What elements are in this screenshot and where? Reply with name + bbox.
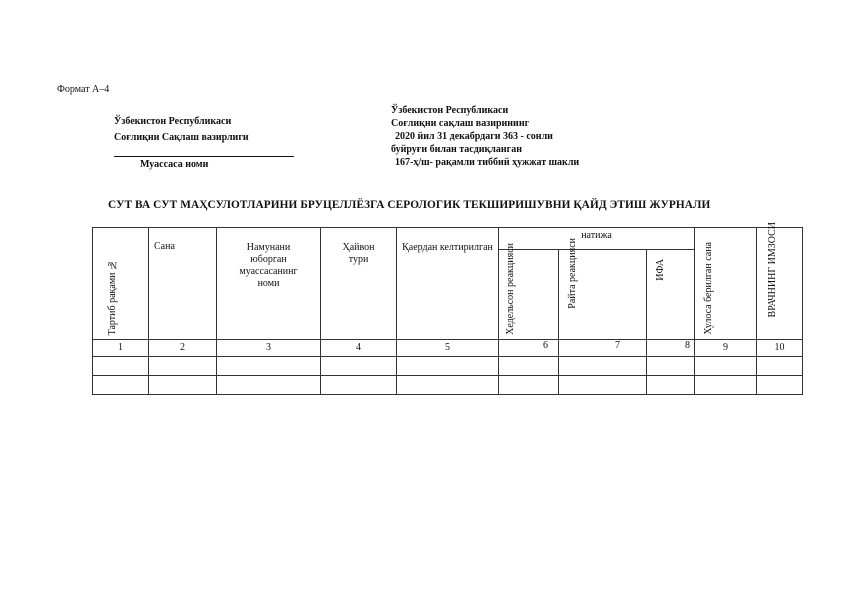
institution-name-line: [114, 146, 294, 157]
header-conclusion-date: [695, 228, 757, 340]
table-cell[interactable]: [647, 357, 695, 376]
journal-title: СУТ ВА СУТ МАҲСУЛОТЛАРИНИ БРУЦЕЛЛЁЗГА СЕРОЛОГИК ТЕКШИРИШУВНИ ҚАЙД ЭТИШ ЖУРНАЛИ: [108, 199, 711, 211]
header-wright-label: Райта реакцияси: [567, 238, 578, 309]
left-header-line2: Соғлиқни Сақлаш вазирлиги: [114, 132, 249, 143]
header-sending-institution: Намунани юборган муассасанинг номи: [217, 228, 321, 340]
left-header-line1: Ўзбекистон Республикаси: [114, 116, 232, 127]
header-elisa-label: ИФА: [655, 259, 666, 281]
table-cell[interactable]: [93, 357, 149, 376]
column-number: 10: [757, 340, 803, 357]
table-cell[interactable]: [217, 357, 321, 376]
format-label: Формат А–4: [57, 84, 110, 95]
header-huddleson-reaction: [499, 243, 559, 340]
header-order-number-label: Тартиб рақами №: [107, 258, 118, 335]
table-cell[interactable]: [93, 376, 149, 395]
table-cell[interactable]: [559, 357, 647, 376]
table-cell[interactable]: [149, 357, 217, 376]
table-cell[interactable]: [397, 376, 499, 395]
left-header: [114, 114, 294, 173]
right-header-line3: 2020 йил 31 декабрдаги 363 - сонли: [395, 131, 553, 142]
institution-label: Муассаса номи: [140, 159, 209, 170]
column-number: 6: [499, 340, 559, 357]
column-number: 7: [559, 340, 647, 357]
column-number: 9: [695, 340, 757, 357]
column-number-row: [93, 340, 803, 357]
table-cell[interactable]: [695, 376, 757, 395]
table-cell[interactable]: [499, 357, 559, 376]
right-header-line2: Соғлиқни сақлаш вазирининг: [391, 118, 530, 129]
table-cell[interactable]: [757, 376, 803, 395]
column-number: 1: [93, 340, 149, 357]
header-date: Сана: [149, 228, 217, 340]
right-header: [391, 104, 579, 169]
table-cell[interactable]: [695, 357, 757, 376]
column-number: 8: [647, 340, 695, 357]
header-origin: Қаердан келтирилган: [397, 228, 499, 340]
table-cell[interactable]: [647, 376, 695, 395]
header-doctor-signature: [757, 221, 803, 340]
column-number: 3: [217, 340, 321, 357]
table-row: [93, 376, 803, 395]
table-row: [93, 357, 803, 376]
right-header-line5: 167-ҳ/ш- рақамли тиббий ҳужжат шакли: [395, 157, 580, 168]
table-cell[interactable]: [149, 376, 217, 395]
header-huddleson-label: Хедельсон реакцияси: [505, 243, 516, 335]
header-wright-reaction: [559, 238, 647, 340]
table-cell[interactable]: [499, 376, 559, 395]
column-number: 5: [397, 340, 499, 357]
header-conclusion-date-label: Хулоса берилган сана: [703, 242, 714, 335]
table-cell[interactable]: [321, 357, 397, 376]
table-cell[interactable]: [321, 376, 397, 395]
header-result-group: натижа: [499, 228, 695, 250]
table-cell[interactable]: [217, 376, 321, 395]
column-number: 2: [149, 340, 217, 357]
table-cell[interactable]: [559, 376, 647, 395]
table-cell[interactable]: [757, 357, 803, 376]
header-elisa: [647, 250, 695, 340]
table-cell[interactable]: [397, 357, 499, 376]
column-number: 4: [321, 340, 397, 357]
right-header-line4: буйруғи билан тасдиқланган: [391, 144, 522, 155]
header-doctor-signature-label: ВРАЧНИНГ ИМЗОСИ: [767, 221, 778, 317]
journal-table: [92, 221, 803, 395]
header-animal-type: Ҳайвон тури: [321, 228, 397, 340]
right-header-line1: Ўзбекистон Республикаси: [391, 105, 509, 116]
header-order-number: [93, 228, 149, 340]
